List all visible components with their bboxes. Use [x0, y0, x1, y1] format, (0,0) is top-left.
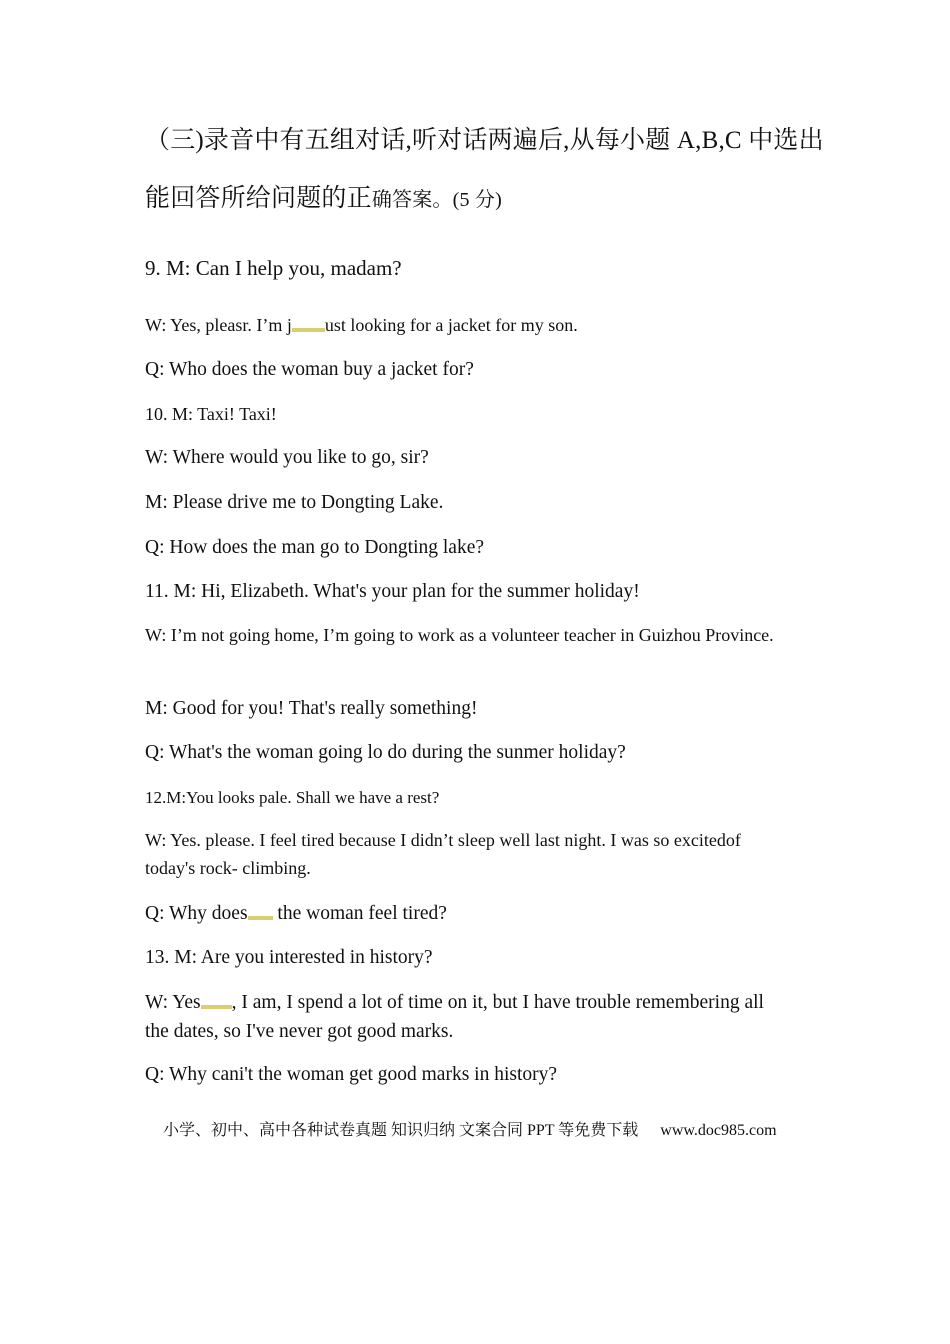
q9-question-line: Q: Who does the woman buy a jacket for?	[145, 359, 474, 380]
highlight-mark	[201, 1005, 232, 1009]
q9-woman-text-a: W: Yes, pleasr. I’m j	[145, 315, 292, 335]
footer-text: 小学、初中、高中各种试卷真题 知识归纳 文案合同 PPT 等免费下载	[163, 1122, 639, 1139]
q12-woman-line: W: Yes. please. I feel tired because I didn’t sleep well last night. I was so excitedof today's rock- climbing.	[145, 830, 741, 878]
section-heading-line2	[145, 186, 502, 211]
footer-url: www.doc985.com	[660, 1122, 777, 1139]
q9-man-line: 9. M: Can I help you, madam?	[145, 256, 402, 280]
heading-text-1: （三)录音中有五组对话,听对话两遍后,从每小题 A,B,C 中选出	[145, 127, 824, 154]
heading-text-2-small: 确答案。(5 分)	[371, 189, 502, 211]
q12-question-line	[145, 904, 447, 924]
q13-question-line: Q: Why cani't the woman get good marks in history?	[145, 1064, 558, 1085]
highlight-mark	[248, 916, 273, 920]
q11-man-line-1: 11. M: Hi, Elizabeth. What's your plan for the summer holiday!	[145, 581, 640, 602]
q12-man-line: 12.M:You looks pale. Shall we have a rest?	[145, 788, 440, 807]
q13-woman-text-b: , I am, I spend a lot of time on it, but I have trouble remembering all the dates, so I've never got good marks.	[145, 992, 764, 1042]
q9-woman-line	[145, 316, 578, 334]
q10-man-line-2: M: Please drive me to Dongting Lake.	[145, 492, 444, 513]
q13-woman-line	[145, 988, 790, 1046]
q11-man-line-2: M: Good for you! That's really something!	[145, 698, 478, 719]
q11-question-line: Q: What's the woman going lo do during the sunmer holiday?	[145, 742, 626, 763]
q9-woman-text-b: ust looking for a jacket for my son.	[324, 315, 578, 335]
q10-woman-line: W: Where would you like to go, sir?	[145, 447, 429, 468]
page-footer	[163, 1117, 777, 1140]
q12-question-text-b: the woman feel tired?	[272, 903, 447, 924]
section-heading-line1	[145, 128, 824, 153]
q13-man-line: 13. M: Are you interested in history?	[145, 947, 433, 968]
q13-woman-text-a: W: Yes	[145, 992, 201, 1013]
q10-man-line-1: 10. M: Taxi! Taxi!	[145, 404, 277, 424]
q11-woman-line: W: I’m not going home, I’m going to work as a volunteer teacher in Guizhou Province.	[145, 625, 774, 645]
q10-question-line: Q: How does the man go to Dongting lake?	[145, 537, 485, 558]
heading-text-2: 能回答所给问题的正	[145, 185, 372, 212]
q12-question-text-a: Q: Why does	[145, 903, 248, 924]
highlight-mark	[292, 328, 325, 332]
